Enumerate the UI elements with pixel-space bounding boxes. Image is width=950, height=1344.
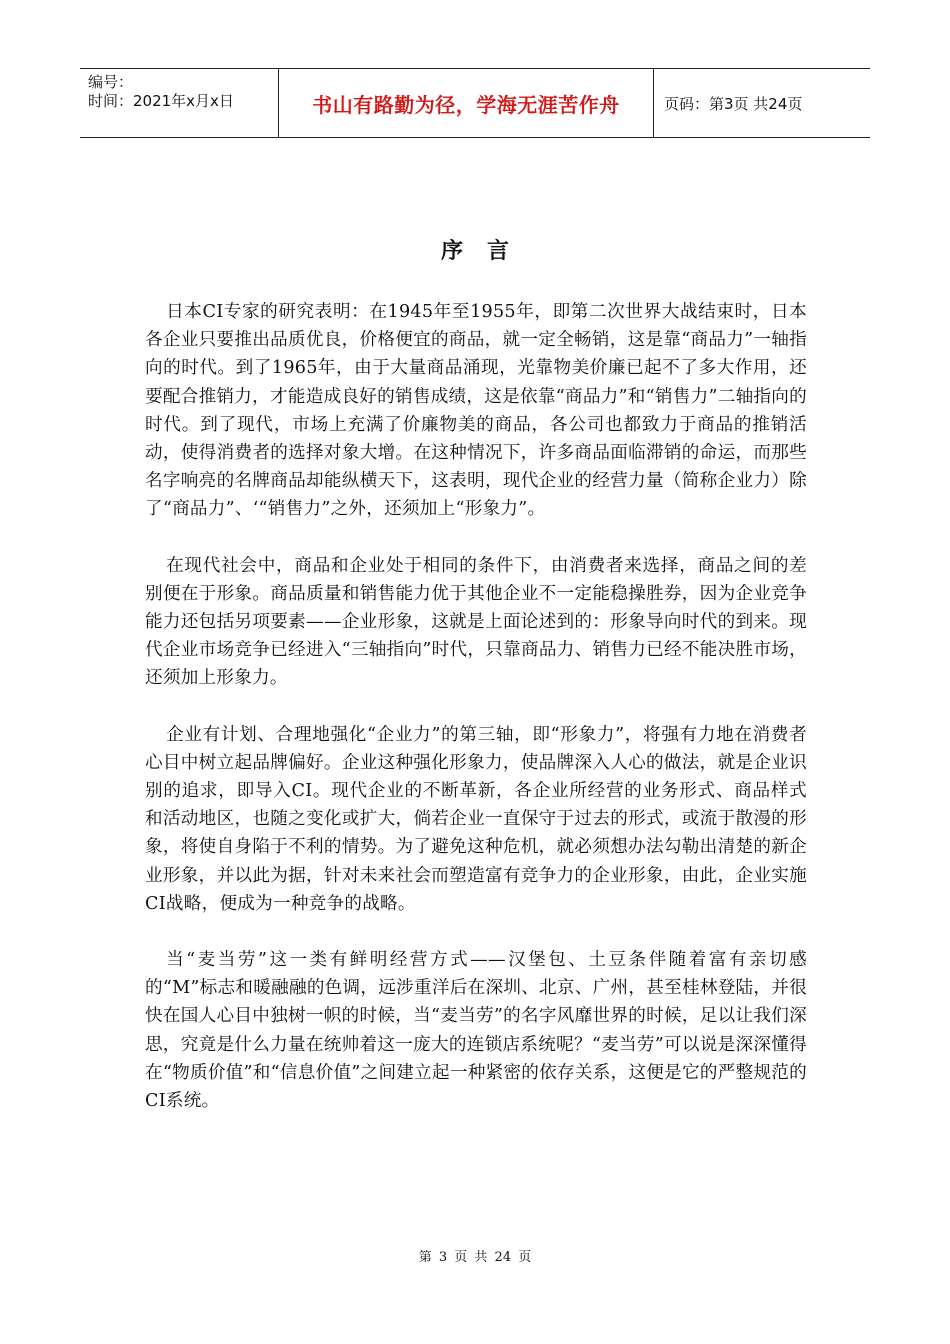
page-title: 序言: [440, 239, 533, 264]
document-number-label: 编号：: [88, 73, 134, 91]
document-date: 时间：2021年x月x日: [88, 92, 234, 110]
body-text: [145, 298, 807, 1143]
paragraph: 企业有计划、合理地强化“企业力”的第三轴，即“形象力”，将强有力地在消费者心目中树立起品牌偏好。企业这种强化形象力，使品牌深入人心的做法，就是企业识别的追求，即导入CI。现代企业的不断革新，各企业所经营的业务形式、商品样式和活动地区，也随之变化或扩大，倘若企业一直保守于过去的形式，或流于散漫的形象，将使自身陷于不利的情势。为了避免这种危机，就必须想办法勾勒出清楚的新企业形象，并以此为据，针对未来社会而塑造富有竞争力的企业形象，由此，企业实施CI战略，便成为一种竞争的战略。: [145, 724, 807, 914]
header-motto: 书山有路勤为径，学海无涯苦作舟: [312, 92, 620, 117]
header-page-info: 页码：第3页 共24页: [664, 94, 803, 113]
paragraph: 日本CI专家的研究表明：在1945年至1955年，即第二次世界大战结束时，日本各企业只要推出品质优良，价格便宜的商品，就一定全畅销，这是靠“商品力”一轴指向的时代。到了1965年，由于大量商品涌现，光靠物美价廉已起不了多大作用，还要配合推销力，才能造成良好的销售成绩，这是依靠“商品力”和“销售力”二轴指向的时代。到了现代，市场上充满了价廉物美的商品，各公司也都致力于商品的推销活动，使得消费者的选择对象大增。在这种情况下，许多商品面临滞销的命运，而那些名字响亮的名牌商品却能纵横天下，这表明，现代企业的经营力量（简称企业力）除了“商品力”、‘“销售力”之外，还须加上“形象力”。: [145, 302, 807, 520]
page-footer: 第 3 页 共 24 页: [418, 1250, 532, 1265]
page-header: [80, 68, 870, 138]
paragraph: 当“麦当劳”这一类有鲜明经营方式——汉堡包、土豆条伴随着富有亲切感的“M”标志和暖融融的色调，远涉重洋后在深圳、北京、广州，甚至桂林登陆，并很快在国人心目中独树一帜的时候，当“麦当劳”的名字风靡世界的时候，足以让我们深思，究竟是什么力量在统帅着这一庞大的连锁店系统呢？“麦当劳”可以说是深深懂得在“物质价值”和“信息价值”之间建立起一种紧密的依存关系，这便是它的严整规范的CI系统。: [145, 950, 807, 1112]
header-meta: [80, 69, 279, 137]
header-motto-cell: [279, 69, 654, 137]
paragraph: 在现代社会中，商品和企业处于相同的条件下，由消费者来选择，商品之间的差别便在于形象。商品质量和销售能力优于其他企业不一定能稳操胜券，因为企业竞争能力还包括另项要素——企业形象，这就是上面论述到的：形象导向时代的到来。现代企业市场竞争已经进入“三轴指向”时代，只靠商品力、销售力已经不能决胜市场，还须加上形象力。: [145, 555, 807, 689]
